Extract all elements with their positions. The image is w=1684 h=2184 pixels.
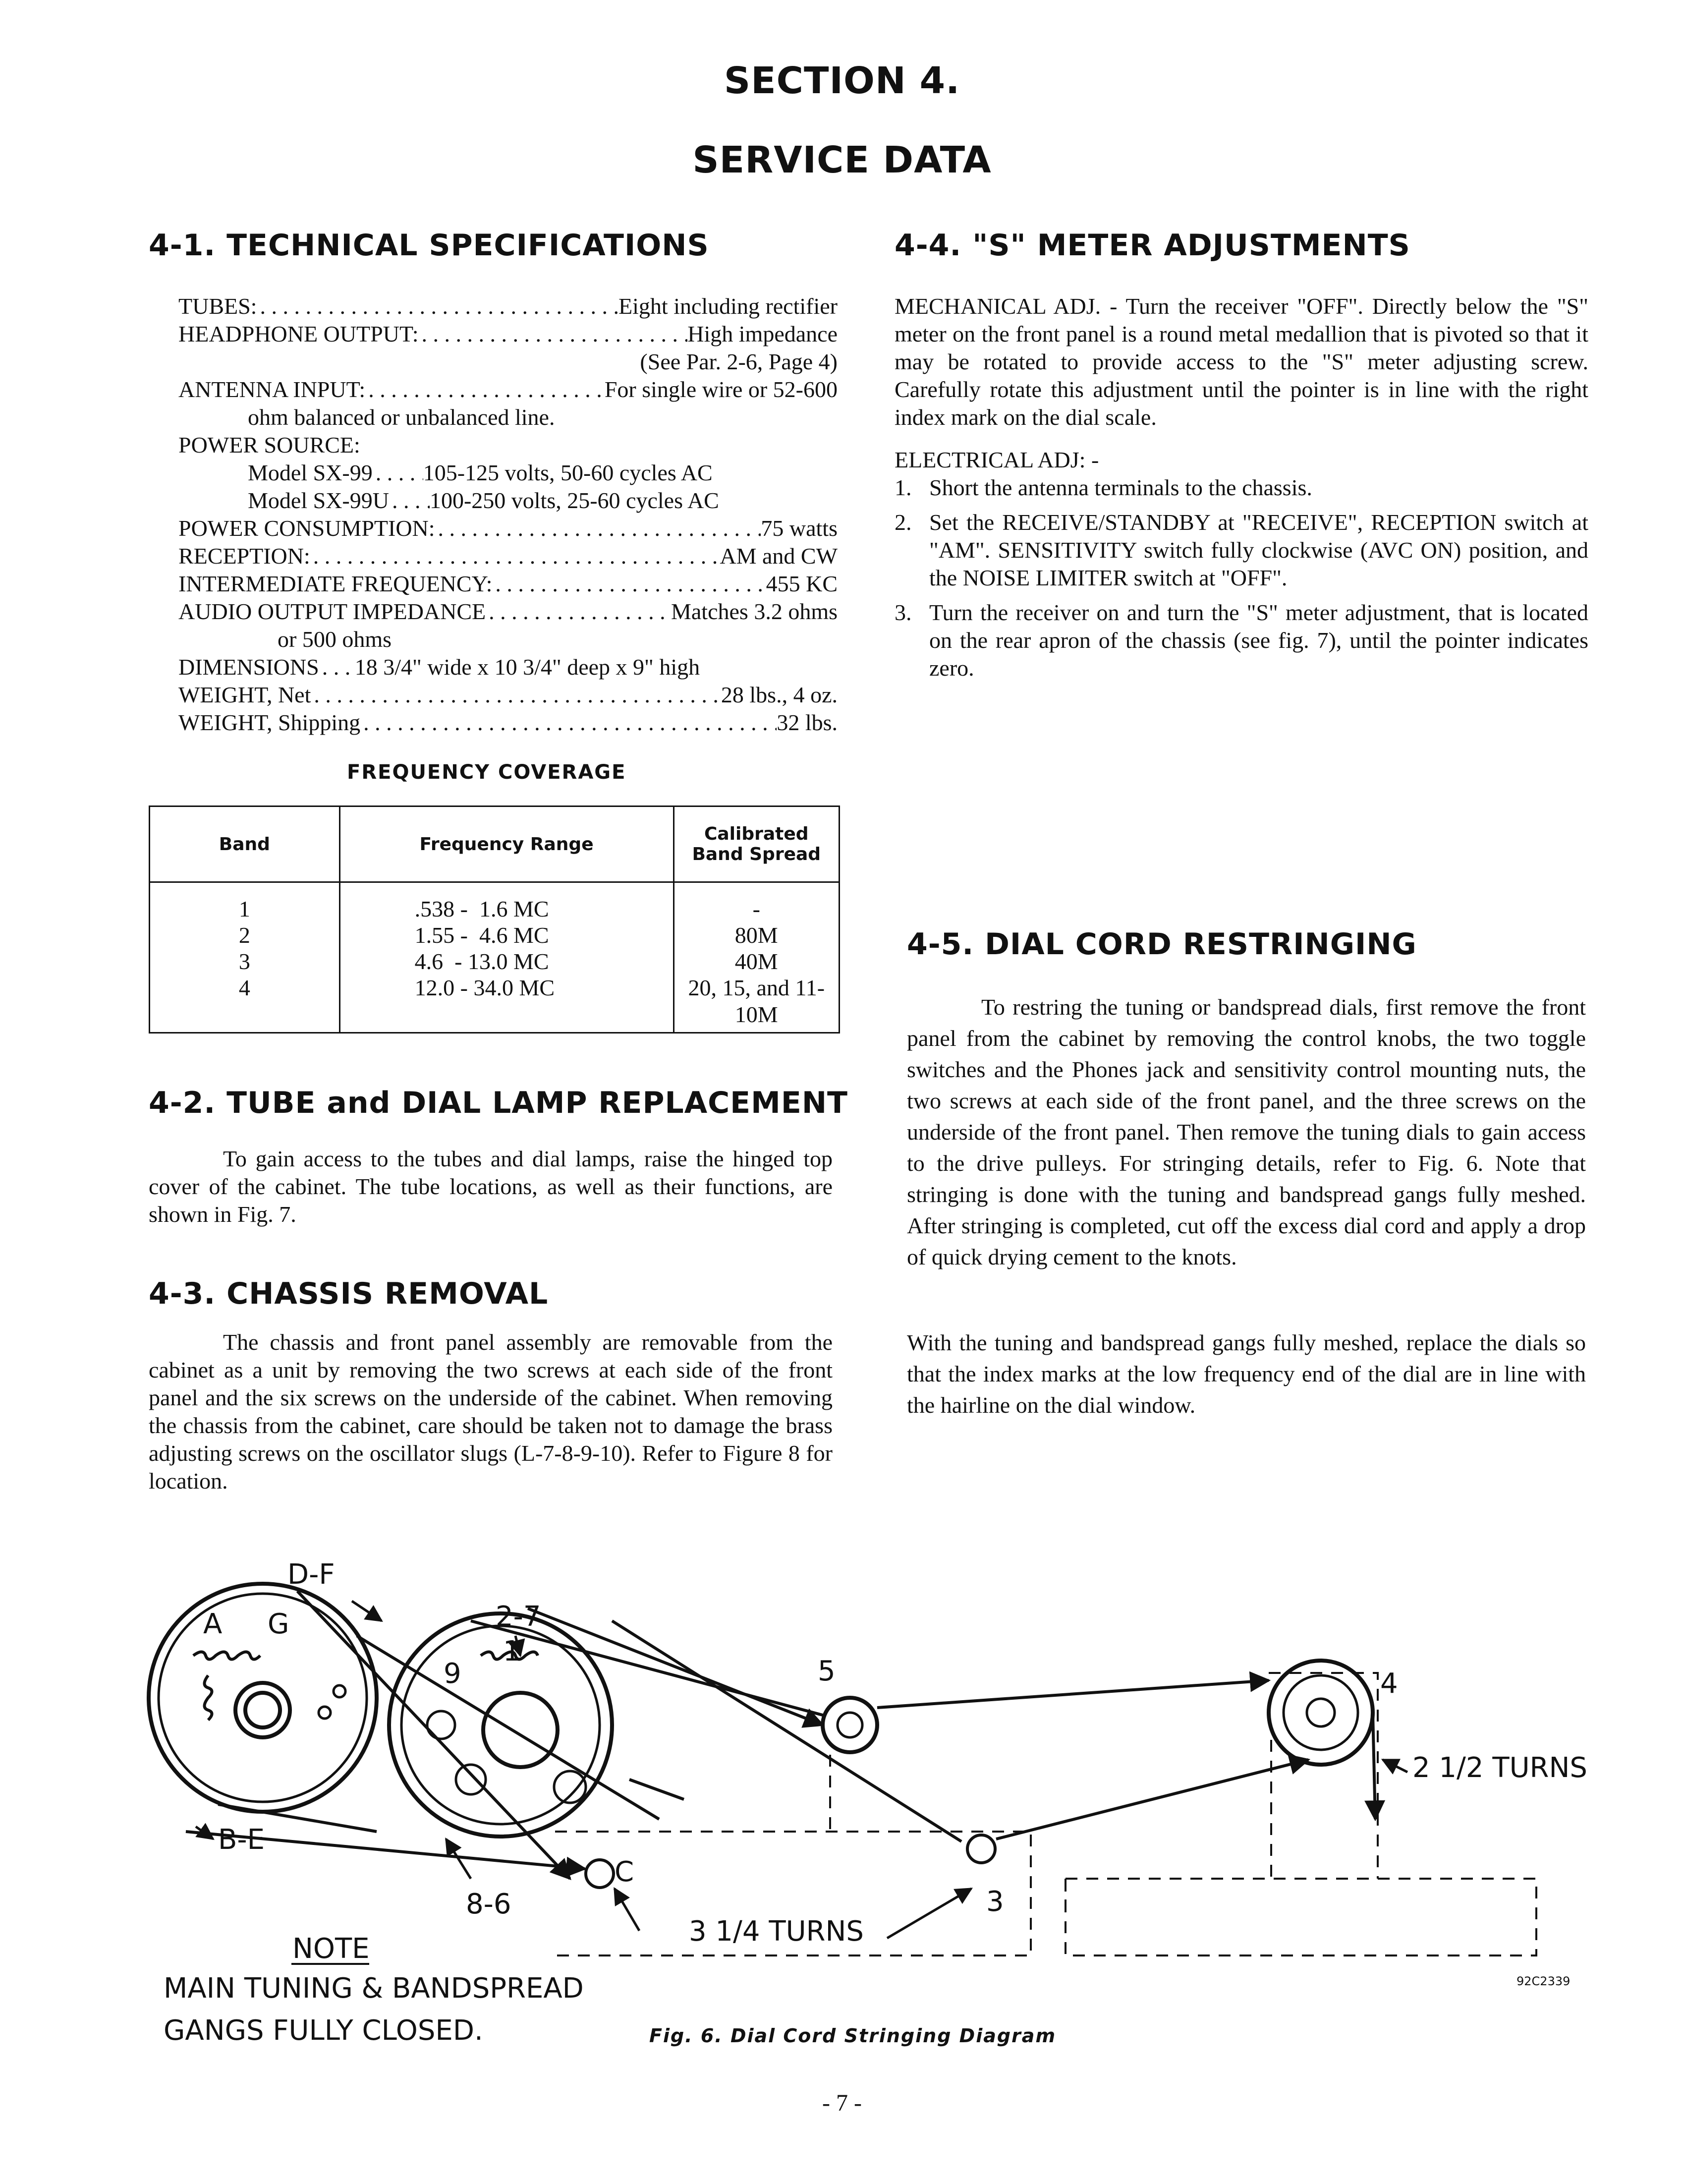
spec-weight-shipping: WEIGHT, Shipping . . . 32 lbs. [178, 709, 838, 737]
pulley-4 [1269, 1661, 1373, 1765]
electrical-steps [895, 474, 1588, 682]
main-tuning-dial [149, 1584, 377, 1812]
note-line-2: GANGS FULLY CLOSED. [164, 2014, 483, 2047]
note-label: NOTE [292, 1933, 370, 1965]
label-1: 1 [503, 1635, 521, 1667]
label-c: C [615, 1856, 634, 1888]
spec-model2: Model SX-99U . . . 100-250 volts, 25-60 cycles AC [178, 487, 838, 515]
table-row: 3 4.6 - 13.0 MC 40M [150, 948, 840, 975]
spec-reception: RECEPTION: . . . AM and CW [178, 542, 838, 570]
table-row: 2 1.55 - 4.6 MC 80M [150, 922, 840, 948]
heading-tube-lamp-replacement: 4-2. TUBE and DIAL LAMP REPLACEMENT [149, 1086, 848, 1120]
label-3-1-4-turns: 3 1/4 TURNS [689, 1915, 864, 1948]
spec-audio-cont: or 500 ohms [278, 627, 392, 652]
label-2-1-2-turns: 2 1/2 TURNS [1412, 1752, 1587, 1784]
col-band: Band [150, 806, 340, 882]
spec-consumption: POWER CONSUMPTION: . . . 75 watts [178, 515, 838, 542]
pulley-c [586, 1860, 614, 1888]
label-a: A [203, 1608, 223, 1640]
drawing-number: 92C2339 [1516, 1974, 1571, 1988]
chassis-removal-text: The chassis and front panel assembly are removable from the cabinet as a unit by removing the two screws at each side of the front panel and the six screws on the underside of the cabinet. When removing the chassis from the cabinet, care should be taken not to damage the brass adjusting screws on the oscillator slugs (L-7-8-9-10). Refer to Figure 8 for location. [149, 1329, 833, 1494]
heading-s-meter-adjustments: 4-4. "S" METER ADJUSTMENTS [895, 228, 1410, 263]
label-3: 3 [986, 1886, 1004, 1918]
col-band-spread: Calibrated Band Spread [674, 806, 840, 882]
spec-antenna-cont: ohm balanced or unbalanced line. [248, 404, 555, 430]
figure-caption: Fig. 6. Dial Cord Stringing Diagram [649, 2025, 1057, 2047]
heading-chassis-removal: 4-3. CHASSIS REMOVAL [149, 1276, 549, 1311]
heading-technical-specifications: 4-1. TECHNICAL SPECIFICATIONS [149, 228, 709, 263]
section-number: SECTION 4. [724, 59, 960, 102]
spec-antenna: ANTENNA INPUT: . . . For single wire or 52-600 [178, 376, 838, 403]
s-meter-text [895, 292, 1588, 689]
mechanical-adjustment: MECHANICAL ADJ. - Turn the receiver "OFF". Directly below the "S" meter on the front panel is a round metal medallion that is pivoted so that it may be rotated to provide access to the "S" meter adjusting screw. Carefully rotate this adjustment until the pointer is in line with the right index mark on the dial scale. [895, 293, 1588, 430]
leader-lines [196, 1601, 1407, 1938]
spec-power-source: POWER SOURCE: [178, 432, 360, 458]
label-g: G [268, 1608, 289, 1640]
list-item: 3. Turn the receiver on and turn the "S" meter adjustment, that is located on the rear apron of the chassis (see fig. 7), until the pointer indicates zero. [895, 600, 1588, 681]
spec-headphone: HEADPHONE OUTPUT: . . . High impedance [178, 320, 838, 348]
frequency-coverage-table [149, 805, 840, 1034]
pulley-3 [967, 1835, 995, 1863]
list-item: 1. Short the antenna terminals to the chassis. [895, 475, 1312, 500]
page-title: SERVICE DATA [692, 139, 992, 181]
label-5: 5 [818, 1655, 836, 1687]
col-frequency-range: Frequency Range [339, 806, 674, 882]
chassis-outlines [555, 1673, 1536, 1955]
dial-cord-text: To restring the tuning or bandspread dials, first remove the front panel from the cabinet by removing the control knobs, the two toggle switches and the Phones jack and sensitivity control mounting nuts, the two screws at each side of the front panel, and the three screws on the underside of the front panel. Then remove the tuning dials to gain access to the drive pulleys. For stringing details, refer to Fig. 6. Note that stringing is done with the tuning and bandspread gangs fully meshed. After stringing is completed, cut off the excess dial cord and apply a drop of quick drying cement to the knots. With the tuning and bandspread gangs fully meshed, replace the dials so that the index marks at the low frequency end of the dial are in line with the hairline on the dial window. [907, 994, 1586, 1418]
electrical-adjustment-label: ELECTRICAL ADJ: - [895, 447, 1099, 472]
spec-list [178, 292, 838, 737]
frequency-coverage-title: FREQUENCY COVERAGE [347, 761, 626, 784]
heading-dial-cord-restringing: 4-5. DIAL CORD RESTRINGING [907, 927, 1417, 962]
spec-audio-impedance: AUDIO OUTPUT IMPEDANCE . . . Matches 3.2 ohms [178, 598, 838, 626]
label-8-6: 8-6 [466, 1888, 511, 1920]
page-number: - 7 - [822, 2090, 862, 2116]
pulley-5 [823, 1698, 877, 1752]
tube-lamp-text: To gain access to the tubes and dial lamps, raise the hinged top cover of the cabinet. The tube locations, as well as their functions, are shown in Fig. 7. [149, 1146, 833, 1227]
spec-model1: Model SX-99 . . . 105-125 volts, 50-60 cycles AC [178, 459, 838, 487]
label-df: D-F [287, 1561, 335, 1591]
label-4: 4 [1380, 1667, 1398, 1700]
spec-dimensions: DIMENSIONS . . . 18 3/4" wide x 10 3/4" deep x 9" high [178, 653, 838, 681]
spec-weight-net: WEIGHT, Net . . . 28 lbs., 4 oz. [178, 681, 838, 709]
note-line-1: MAIN TUNING & BANDSPREAD [164, 1972, 584, 2005]
label-b-e: B-E [218, 1824, 265, 1856]
label-2-7: 2-7 [496, 1601, 541, 1633]
dial-cords [186, 1591, 1375, 1879]
spec-headphone-note: (See Par. 2-6, Page 4) [640, 349, 838, 374]
table-row: 1 .538 - 1.6 MC - [150, 882, 840, 922]
table-row: 4 12.0 - 34.0 MC 20, 15, and 11-10M [150, 975, 840, 1033]
list-item: 2. Set the RECEIVE/STANDBY at "RECEIVE", RECEPTION switch at "AM". SENSITIVITY switch fully clockwise (AVC ON) position, and the NOISE LIMITER switch at "OFF". [895, 510, 1588, 590]
label-9: 9 [444, 1658, 461, 1690]
spec-intermediate-frequency: INTERMEDIATE FREQUENCY: . . . 455 KC [178, 570, 838, 598]
spec-tubes: TUBES: . . . Eight including rectifier [178, 292, 838, 320]
